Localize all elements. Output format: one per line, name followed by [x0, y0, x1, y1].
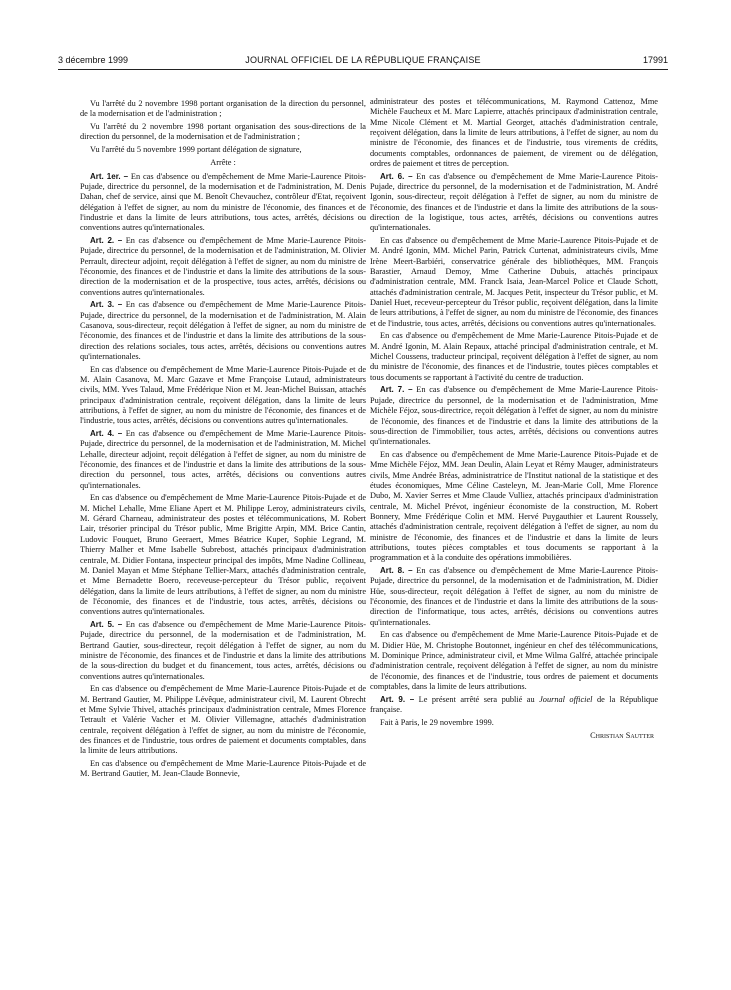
- article-9-journal-title: Journal officiel: [539, 694, 593, 704]
- article-4-label: Art. 4. –: [90, 429, 123, 439]
- article-5-continuation: administrateur des postes et télécommunications, M. Raymond Cattenoz, Mme Michèle Faucheux et M. Marc Lapierre, attachés principaux d'administration centrale, Mme Nicole Clément et M. Martial Georget, attachés d'administration centrale, reçoivent délégation, dans la limite de leurs attributions, à l'effet de signer, au nom du ministre de l'économie, des finances et de l'industrie, tous virements de crédits, documents comptables, ordonnances de paiement, de virement ou de délégation, ordres de paiement et titres de perception.: [370, 97, 658, 169]
- article-1-label: Art. 1er. –: [90, 171, 129, 181]
- header-page-number: 17991: [642, 55, 668, 65]
- article-7-paragraph-2: En cas d'absence ou d'empêchement de Mme Marie-Laurence Pitois-Pujade et de Mme Michèle Féjoz, MM. Jean Deulin, Alain Leyat et Rémy Mauger, administrateurs civils, Mme Andrée Bréas, administratrice de l'Institut national de la statistique et des études économiques, Mme Céline Casteleyn, M. Jean-Marie Coll, Mme Florence Dubo, M. Xavier Serres et Mme Claude Vulliez, attachés principaux d'administration centrale, M. Michel Prévot, ingénieur économiste de la construction, M. Robert Bonnery, Mme Frédérique Colin et MM. Hervé Puygauthier et Laurent Roussely, attachés d'administration centrale, reçoivent délégation à l'effet de signer, au nom du ministre de l'économie, des finances et de l'industrie et dans la limite de leurs attributions, toutes pièces comptables et tous documents se rapportant à la programmation et à la conduite des opérations immobilières.: [370, 449, 658, 563]
- article-9-label: Art. 9. –: [380, 694, 415, 704]
- header-journal-title: JOURNAL OFFICIEL DE LA RÉPUBLIQUE FRANÇAISE: [245, 55, 481, 65]
- arrete-heading: Arrête :: [210, 158, 236, 168]
- article-5: [80, 620, 366, 682]
- article-8: [370, 566, 658, 628]
- right-column: [370, 97, 658, 741]
- article-9: [370, 695, 658, 716]
- article-4-text: En cas d'absence ou d'empêchement de Mme Marie-Laurence Pitois-Pujade, directrice du personnel, de la modernisation et de l'administration, M. Michel Lehalle, directeur adjoint, reçoit délégation à l'effet de signer, au nom du ministre de l'économie, des finances et de l'industrie et dans la limite des attributions de la sous-direction du personnel, tous actes, arrêtés, décisions ou conventions autres qu'internationales.: [80, 429, 366, 490]
- header-date: 3 décembre 1999: [58, 55, 129, 65]
- article-4-paragraph-2: En cas d'absence ou d'empêchement de Mme Marie-Laurence Pitois-Pujade et de M. Michel Lehalle, Mme Eliane Apert et M. Philippe Leroy, administrateurs civils, M. Gérard Charneau, administrateur des postes et télécommunications, M. Robert Lair, trésorier principal du Trésor public, Mme Brigitte Arpin, MM. Brice Cantin, Ludovic Fouquet, Bruno Geeraert, Mmes Béatrice Kuper, Sophie Legrand, M. Thierry Malher et Mme Isabelle Subrebost, attachés principaux d'administration centrale, M. Didier Fontana, inspecteur principal des impôts, Mme Nadine Collineau, M. Daniel Mayan et Mme Stéphane Tellier-Marx, attachés d'administration centrale, et Mme Bernadette Boero, receveuse-percepteur du Trésor public, reçoivent délégation, dans la limite de leurs attributions, à l'effet de signer, au nom du ministre de l'économie, des finances et de l'industrie, tous actes, arrêtés, décisions ou conventions autres qu'internationales.: [80, 493, 366, 617]
- article-7-text: En cas d'absence ou d'empêchement de Mme Marie-Laurence Pitois-Pujade, directrice du personnel, de la modernisation et de l'administration, Mme Michèle Féjoz, sous-directrice, reçoit délégation à l'effet de signer, au nom du ministre de l'économie, des finances et de l'industrie et dans la limite des attributions de la sous-direction de l'immobilier, tous actes, arrêtés, décisions ou conventions autres qu'internationales.: [370, 385, 659, 447]
- article-8-label: Art. 8. –: [380, 565, 413, 575]
- left-column: [80, 99, 366, 782]
- article-3-paragraph-2: En cas d'absence ou d'empêchement de Mme Marie-Laurence Pitois-Pujade et de M. Alain Casanova, M. Marc Gazave et Mme Françoise Lutaud, administrateurs civils, MM. Yves Talaud, Mme Frédérique Nion et M. Jean-Michel Buissan, attachés principaux d'administration centrale, reçoivent délégation, dans la limite de leurs attributions, à l'effet de signer, au nom du ministre de l'économie, des finances et de l'industrie, tous actes, arrêtés, décisions ou conventions autres qu'internationales.: [80, 364, 366, 426]
- article-3: [80, 300, 366, 362]
- article-3-text: En cas d'absence ou d'empêchement de Mme Marie-Laurence Pitois-Pujade, directrice du personnel, de la modernisation et de l'administration, M. Alain Casanova, sous-directeur, reçoit délégation à l'effet de signer, au nom du ministre de l'économie, des finances et de l'industrie et dans la limite des attributions de la sous-direction des relations sociales, tous actes, arrêtés, décisions ou conventions autres qu'internationales.: [80, 300, 366, 362]
- visa-3: Vu l'arrêté du 5 novembre 1999 portant délégation de signature,: [90, 144, 302, 154]
- article-1-text: En cas d'absence ou d'empêchement de Mme Marie-Laurence Pitois-Pujade, directrice du personnel, de la modernisation et de l'administration, M. Denis Dahan, chef de service, ainsi que M. Benoît Chevauchez, contrôleur d'Etat, reçoivent délégation à l'effet de signer, au nom du ministre de l'économie, des finances et de l'industrie et dans la limite de leurs attributions, tous actes, arrêtés, décisions ou conventions autres qu'internationales.: [80, 171, 366, 233]
- article-6-paragraph-2: En cas d'absence ou d'empêchement de Mme Marie-Laurence Pitois-Pujade et de M. André Igonin, MM. Michel Parin, Patrick Curtenat, administrateurs civils, Mme Irène Meert-Barbiéri, conservatrice générale des bibliothèques, MM. François Barastier, Arnaud Demoy, Mme Catherine Dubuis, attachés principaux d'administration centrale, MM. Franck Isaia, Jean-Marcel Police et Claude Schott, attachés d'administration centrale, M. Jacques Petit, inspecteur du Trésor public, et M. Daniel Huet, receveur-percepteur du Trésor public, reçoivent délégation, dans la limite de leurs attributions, à l'effet de signer, au nom du ministre de l'économie, des finances et de l'industrie, tous actes, arrêtés, décisions ou conventions autres qu'internationales.: [370, 236, 658, 328]
- article-2-label: Art. 2. –: [90, 236, 123, 246]
- running-header: [58, 55, 668, 69]
- header-rule: [58, 69, 668, 70]
- article-5-label: Art. 5. –: [90, 619, 123, 629]
- article-6-label: Art. 6. –: [380, 171, 413, 181]
- article-6-text: En cas d'absence ou d'empêchement de Mme Marie-Laurence Pitois-Pujade, directrice du personnel, de la modernisation et de l'administration, M. André Igonin, sous-directeur, reçoit délégation à l'effet de signer, au nom du ministre de l'économie, des finances et de l'industrie et dans la limite des attributions de la sous-direction de la logistique, tous actes, arrêtés, décisions ou conventions autres qu'internationales.: [370, 171, 659, 233]
- signing-place-date: Fait à Paris, le 29 novembre 1999.: [380, 717, 494, 727]
- article-1: [80, 172, 366, 234]
- article-8-paragraph-2: En cas d'absence ou d'empêchement de Mme Marie-Laurence Pitois-Pujade et de M. Didier Hüe, M. Christophe Boutonnet, ingénieur en chef des télécommunications, M. Dominique Prince, administrateur civil, et Mme Wilma Galfré, attachée principale d'administration centrale, reçoivent délégation à l'effet de signer, au nom du ministre de l'économie, des finances et de l'industrie, tous ordres de paiement et documents comptables, dans la limite de leurs attributions.: [370, 630, 658, 691]
- visa-1: Vu l'arrêté du 2 novembre 1998 portant organisation de la direction du personnel, de la modernisation et de l'administration ;: [80, 99, 366, 119]
- article-7: [370, 385, 658, 447]
- article-4: [80, 429, 366, 491]
- article-6-paragraph-3: En cas d'absence ou d'empêchement de Mme Marie-Laurence Pitois-Pujade et de M. André Igonin, M. Alain Repaux, attaché principal d'administration centrale, et M. Michel Coussens, traducteur principal, reçoivent délégation à l'effet de signer, au nom du ministre de l'économie, des finances et de l'industrie, toutes pièces comptables et tous documents se rapportant à l'activité du centre de traduction.: [370, 331, 658, 382]
- article-8-text: En cas d'absence ou d'empêchement de Mme Marie-Laurence Pitois-Pujade, directrice du personnel, de la modernisation et de l'administration, M. Didier Hüe, sous-directeur, reçoit délégation à l'effet de signer, au nom du ministre de l'économie, des finances et de l'industrie et dans la limite des attributions de la sous-direction de l'informatique, tous actes, arrêtés, décisions ou conventions autres qu'internationales.: [370, 565, 659, 627]
- article-9-text-a: Le présent arrêté sera publié au: [418, 694, 540, 704]
- article-2-text: En cas d'absence ou d'empêchement de Mme Marie-Laurence Pitois-Pujade, directrice du personnel, de la modernisation et de l'administration, M. Olivier Perrault, directeur adjoint, reçoit délégation à l'effet de signer, au nom du ministre de l'économie, des finances et de l'industrie et dans la limite des attributions de la sous-direction de la modernisation et de la prospective, tous actes, arrêtés, décisions ou conventions autres qu'internationales.: [80, 236, 366, 297]
- article-6: [370, 172, 658, 234]
- article-9-text-b: de la République française.: [370, 694, 659, 714]
- article-5-paragraph-3: En cas d'absence ou d'empêchement de Mme Marie-Laurence Pitois-Pujade et de M. Bertrand Gautier, M. Jean-Claude Bonnevie,: [80, 758, 366, 779]
- article-3-label: Art. 3. –: [90, 300, 123, 310]
- article-2: [80, 236, 366, 298]
- article-5-paragraph-2: En cas d'absence ou d'empêchement de Mme Marie-Laurence Pitois-Pujade et de M. Bertrand Gautier, M. Philippe Lévêque, administrateur civil, M. Laurent Obrecht et Mme Sylvie Thivel, attachés principaux d'administration centrale, Mmes Florence Tetrault et Valérie Vacher et M. Olivier Villemagne, attachés d'administration centrale, reçoivent délégation à l'effet de signer, au nom du ministre de l'économie, des finances et de l'industrie, tous ordres de paiement et documents comptables, dans la limite de leurs attributions.: [80, 684, 366, 756]
- signatory-name: Christian Sautter: [590, 730, 654, 740]
- visa-2: Vu l'arrêté du 2 novembre 1998 portant organisation des sous-directions de la direction du personnel, de la modernisation et de l'administration ;: [80, 121, 366, 142]
- article-7-label: Art. 7. –: [380, 385, 413, 395]
- article-5-text: En cas d'absence ou d'empêchement de Mme Marie-Laurence Pitois-Pujade, directrice du personnel, de la modernisation et de l'administration, M. Bertrand Gautier, sous-directeur, reçoit délégation à l'effet de signer, au nom du ministre de l'économie, des finances et de l'industrie et dans la limite des attributions de la sous-direction du budget et du financement, tous actes, arrêtés, décisions ou conventions autres qu'internationales.: [80, 619, 366, 681]
